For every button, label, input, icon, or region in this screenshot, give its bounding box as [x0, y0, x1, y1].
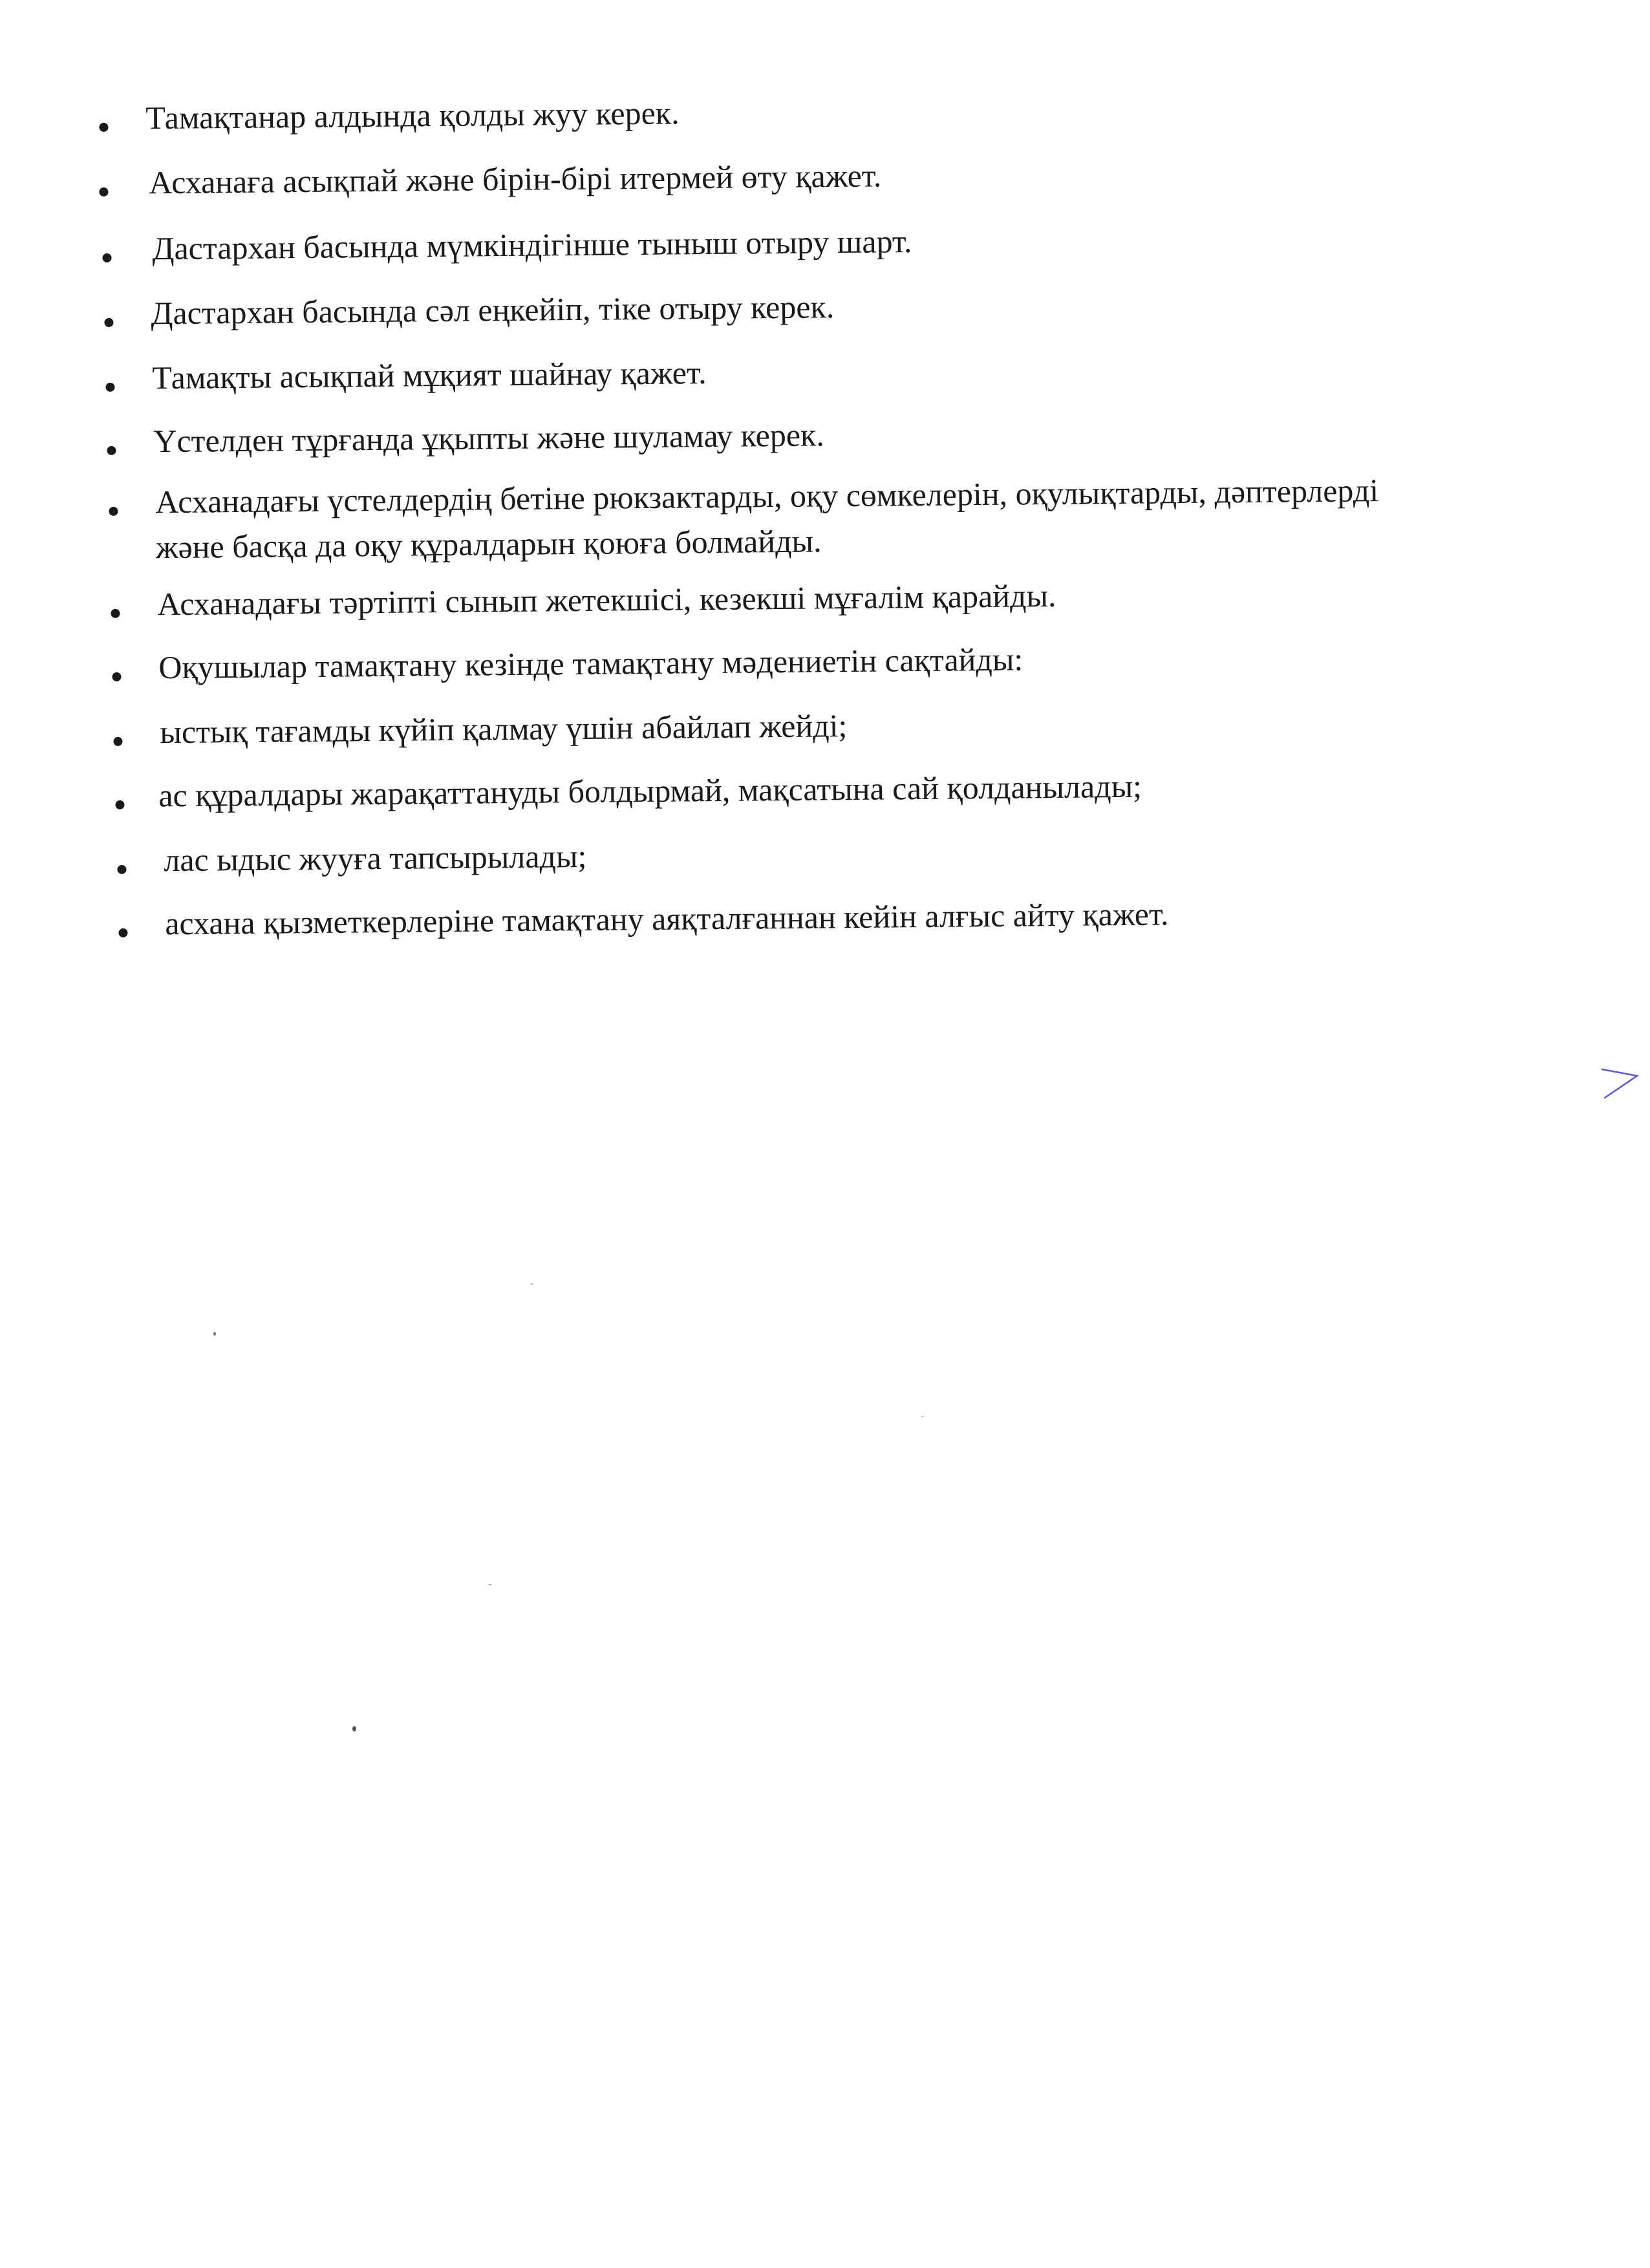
scan-speck — [921, 1416, 924, 1417]
rule-text: Асханаға асықпай және бірін-бірі итермей өту қажет. — [149, 157, 882, 201]
rule-text: ыстық тағамды күйіп қалмау үшін абайлап жейді; — [160, 707, 848, 751]
bullet-icon — [99, 187, 108, 197]
bullet-icon — [104, 318, 113, 327]
scan-speck — [213, 1332, 216, 1336]
rule-text: Дастархан басында сәл еңкейіп, тіке отыру керек. — [151, 288, 835, 332]
rule-text: Асханадағы тәртіпті сынып жетекшісі, кезекші мұғалім қарайды. — [157, 577, 1056, 623]
bullet-icon — [111, 609, 120, 618]
rule-text: ас құралдары жарақаттануды болдырмай, мақсатына сай қолданылады; — [158, 767, 1142, 814]
pen-check-mark-icon — [1597, 1060, 1642, 1106]
bullet-icon — [109, 507, 118, 516]
rule-text: Тамақты асықпай мұқият шайнау қажет. — [152, 354, 707, 396]
scan-speck — [488, 1584, 492, 1585]
rule-text: Үстелден тұрғанда ұқыпты және шуламау керек. — [153, 416, 825, 460]
scan-speck — [352, 1726, 356, 1731]
rule-text: Асханадағы үстелдердің бетіне рюкзактарды, оқу сөмкелерін, оқулықтарды, дәптерлерді және басқа да оқу құралдарын қоюға болмайды. — [155, 472, 1379, 566]
bullet-icon — [102, 253, 111, 262]
rule-text: Дастархан басында мүмкіндігінше тыныш отыру шарт. — [152, 222, 912, 267]
bullet-icon — [113, 737, 122, 746]
rule-text: асхана қызметкерлеріне тамақтану аяқталғаннан кейін алғыс айту қажет. — [165, 895, 1169, 942]
bullet-icon — [115, 800, 124, 809]
bullet-icon — [107, 446, 116, 455]
bullet-icon — [105, 383, 114, 392]
rule-text: лас ыдыс жууға тапсырылады; — [164, 838, 587, 879]
bullet-icon — [99, 123, 108, 132]
rule-text: Оқушылар тамақтану кезінде тамақтану мәдениетін сақтайды: — [158, 641, 1023, 686]
bullet-icon — [112, 672, 121, 681]
bullet-icon — [118, 928, 127, 937]
bullet-icon — [117, 865, 126, 874]
rule-text: Тамақтанар алдында қолды жуу керек. — [145, 94, 680, 136]
scan-speck — [530, 1283, 533, 1285]
canteen-rules-list — [0, 0, 1650, 970]
